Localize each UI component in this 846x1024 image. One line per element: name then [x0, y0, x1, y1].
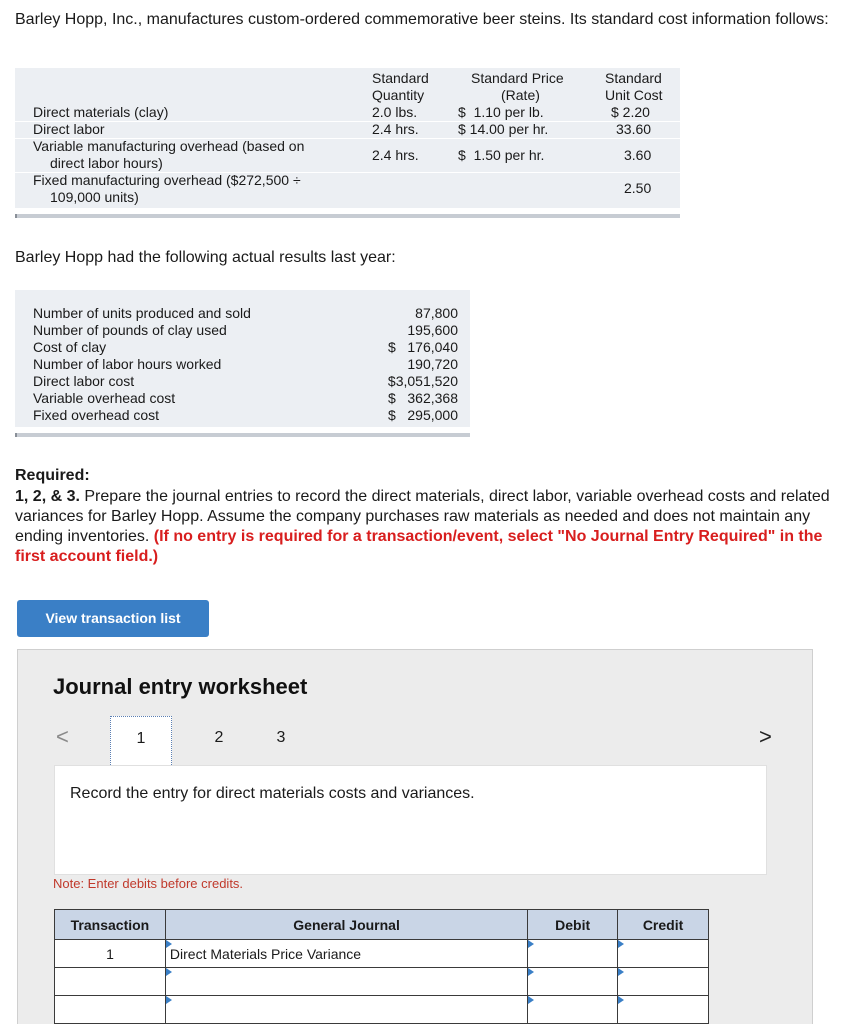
header-price-2: (Rate) — [501, 87, 540, 103]
actual-label: Number of pounds of clay used — [33, 322, 227, 338]
header-unit-1: Standard — [605, 70, 662, 86]
required-title: Required: — [15, 467, 90, 484]
required-red-note: (If no entry is required for a transaction/event, select "No Journal Entry Required" in the first account field.) — [15, 528, 823, 565]
std-row-qty: 2.4 hrs. — [372, 121, 419, 137]
debit-input[interactable] — [528, 940, 618, 968]
actual-value: $ 362,368 — [387, 390, 458, 406]
actual-value: 195,600 — [407, 322, 458, 338]
account-select[interactable] — [165, 968, 527, 996]
dropdown-marker-icon — [166, 968, 172, 976]
credit-input[interactable] — [618, 940, 709, 968]
table-row — [55, 940, 709, 968]
actual-label: Cost of clay — [33, 339, 107, 355]
actual-label: Variable overhead cost — [33, 390, 176, 406]
actual-label: Fixed overhead cost — [33, 407, 160, 423]
std-row-label: Fixed manufacturing overhead ($272,500 ÷ — [33, 172, 301, 188]
header-unit-2: Unit Cost — [605, 87, 663, 103]
header-price-1: Standard Price — [471, 70, 564, 86]
dropdown-marker-icon — [166, 996, 172, 1004]
actual-value: $3,051,520 — [387, 373, 458, 389]
prev-arrow-icon[interactable]: < — [56, 724, 69, 749]
col-general-journal: General Journal — [165, 910, 527, 940]
std-row-unit: $ 2.20 — [611, 104, 650, 120]
actual-label: Number of labor hours worked — [33, 356, 222, 372]
table-row — [55, 968, 709, 996]
journal-table — [54, 909, 709, 1024]
worksheet-instruction: Record the entry for direct materials costs and variances. — [70, 785, 475, 802]
col-credit: Credit — [618, 910, 709, 940]
input-marker-icon — [528, 940, 534, 948]
required-numbers: 1, 2, & 3. — [15, 488, 80, 505]
transaction-cell — [55, 996, 166, 1024]
std-row-price: $ 1.50 per hr. — [458, 147, 545, 163]
instruction-panel — [54, 765, 767, 875]
std-row-label: Direct labor — [33, 121, 105, 137]
debit-input[interactable] — [528, 968, 618, 996]
header-qty-1: Standard — [372, 70, 429, 86]
std-row-label: Variable manufacturing overhead (based on — [33, 138, 305, 154]
standard-cost-table — [15, 68, 680, 208]
transaction-cell — [55, 968, 166, 996]
worksheet-title: Journal entry worksheet — [53, 674, 308, 699]
std-row-label: Direct materials (clay) — [33, 104, 169, 120]
debit-credit-note: Note: Enter debits before credits. — [53, 876, 244, 891]
actual-intro: Barley Hopp had the following actual results last year: — [15, 249, 396, 266]
std-row-unit: 33.60 — [616, 121, 652, 137]
col-debit: Debit — [528, 910, 618, 940]
debit-input[interactable] — [528, 996, 618, 1024]
input-marker-icon — [618, 996, 624, 1004]
std-row-price: $ 14.00 per hr. — [458, 121, 549, 137]
actual-value: 87,800 — [415, 305, 458, 321]
actual-value: $ 295,000 — [387, 407, 458, 423]
credit-input[interactable] — [618, 996, 709, 1024]
tab-3[interactable]: 3 — [276, 729, 286, 746]
tab-1[interactable]: 1 — [110, 716, 172, 769]
actual-label: Number of units produced and sold — [33, 305, 251, 321]
std-row-qty: 2.0 lbs. — [372, 104, 418, 120]
input-marker-icon — [618, 968, 624, 976]
account-value: Direct Materials Price Variance — [169, 945, 362, 962]
col-transaction: Transaction — [55, 910, 166, 940]
actual-value: $ 176,040 — [387, 339, 458, 355]
actual-label: Direct labor cost — [33, 373, 135, 389]
table-divider — [15, 433, 470, 437]
transaction-cell: 1 — [55, 940, 166, 968]
view-transaction-list-button[interactable]: View transaction list — [17, 600, 209, 637]
input-marker-icon — [528, 968, 534, 976]
input-marker-icon — [528, 996, 534, 1004]
table-divider — [15, 214, 680, 218]
journal-entry-worksheet — [17, 649, 813, 1024]
dropdown-marker-icon — [166, 940, 172, 948]
problem-intro: Barley Hopp, Inc., manufactures custom-ordered commemorative beer steins. Its standard cost information follows: — [15, 11, 829, 28]
account-select[interactable] — [165, 996, 527, 1024]
header-qty-2: Quantity — [372, 87, 425, 103]
table-row — [55, 996, 709, 1024]
actual-value: 190,720 — [407, 356, 458, 372]
tab-2[interactable]: 2 — [214, 729, 224, 746]
std-row-qty: 2.4 hrs. — [372, 147, 419, 163]
std-row-price: $ 1.10 per lb. — [458, 104, 544, 120]
actual-results-table — [15, 290, 470, 427]
credit-input[interactable] — [618, 968, 709, 996]
std-row-unit: 3.60 — [624, 147, 652, 163]
required-body: Prepare the journal entries to record the direct materials, direct labor, variable overhead costs and related variances for Barley Hopp. Assume the company purchases raw materials as needed and does not maintain any ending inventories. — [15, 488, 830, 545]
std-row-label-cont: 109,000 units) — [50, 189, 139, 205]
std-row-label-cont: direct labor hours) — [50, 155, 163, 171]
account-select[interactable] — [165, 940, 527, 968]
required-instructions — [15, 487, 835, 567]
next-arrow-icon[interactable]: > — [759, 724, 772, 749]
input-marker-icon — [618, 940, 624, 948]
std-row-unit: 2.50 — [624, 180, 652, 196]
